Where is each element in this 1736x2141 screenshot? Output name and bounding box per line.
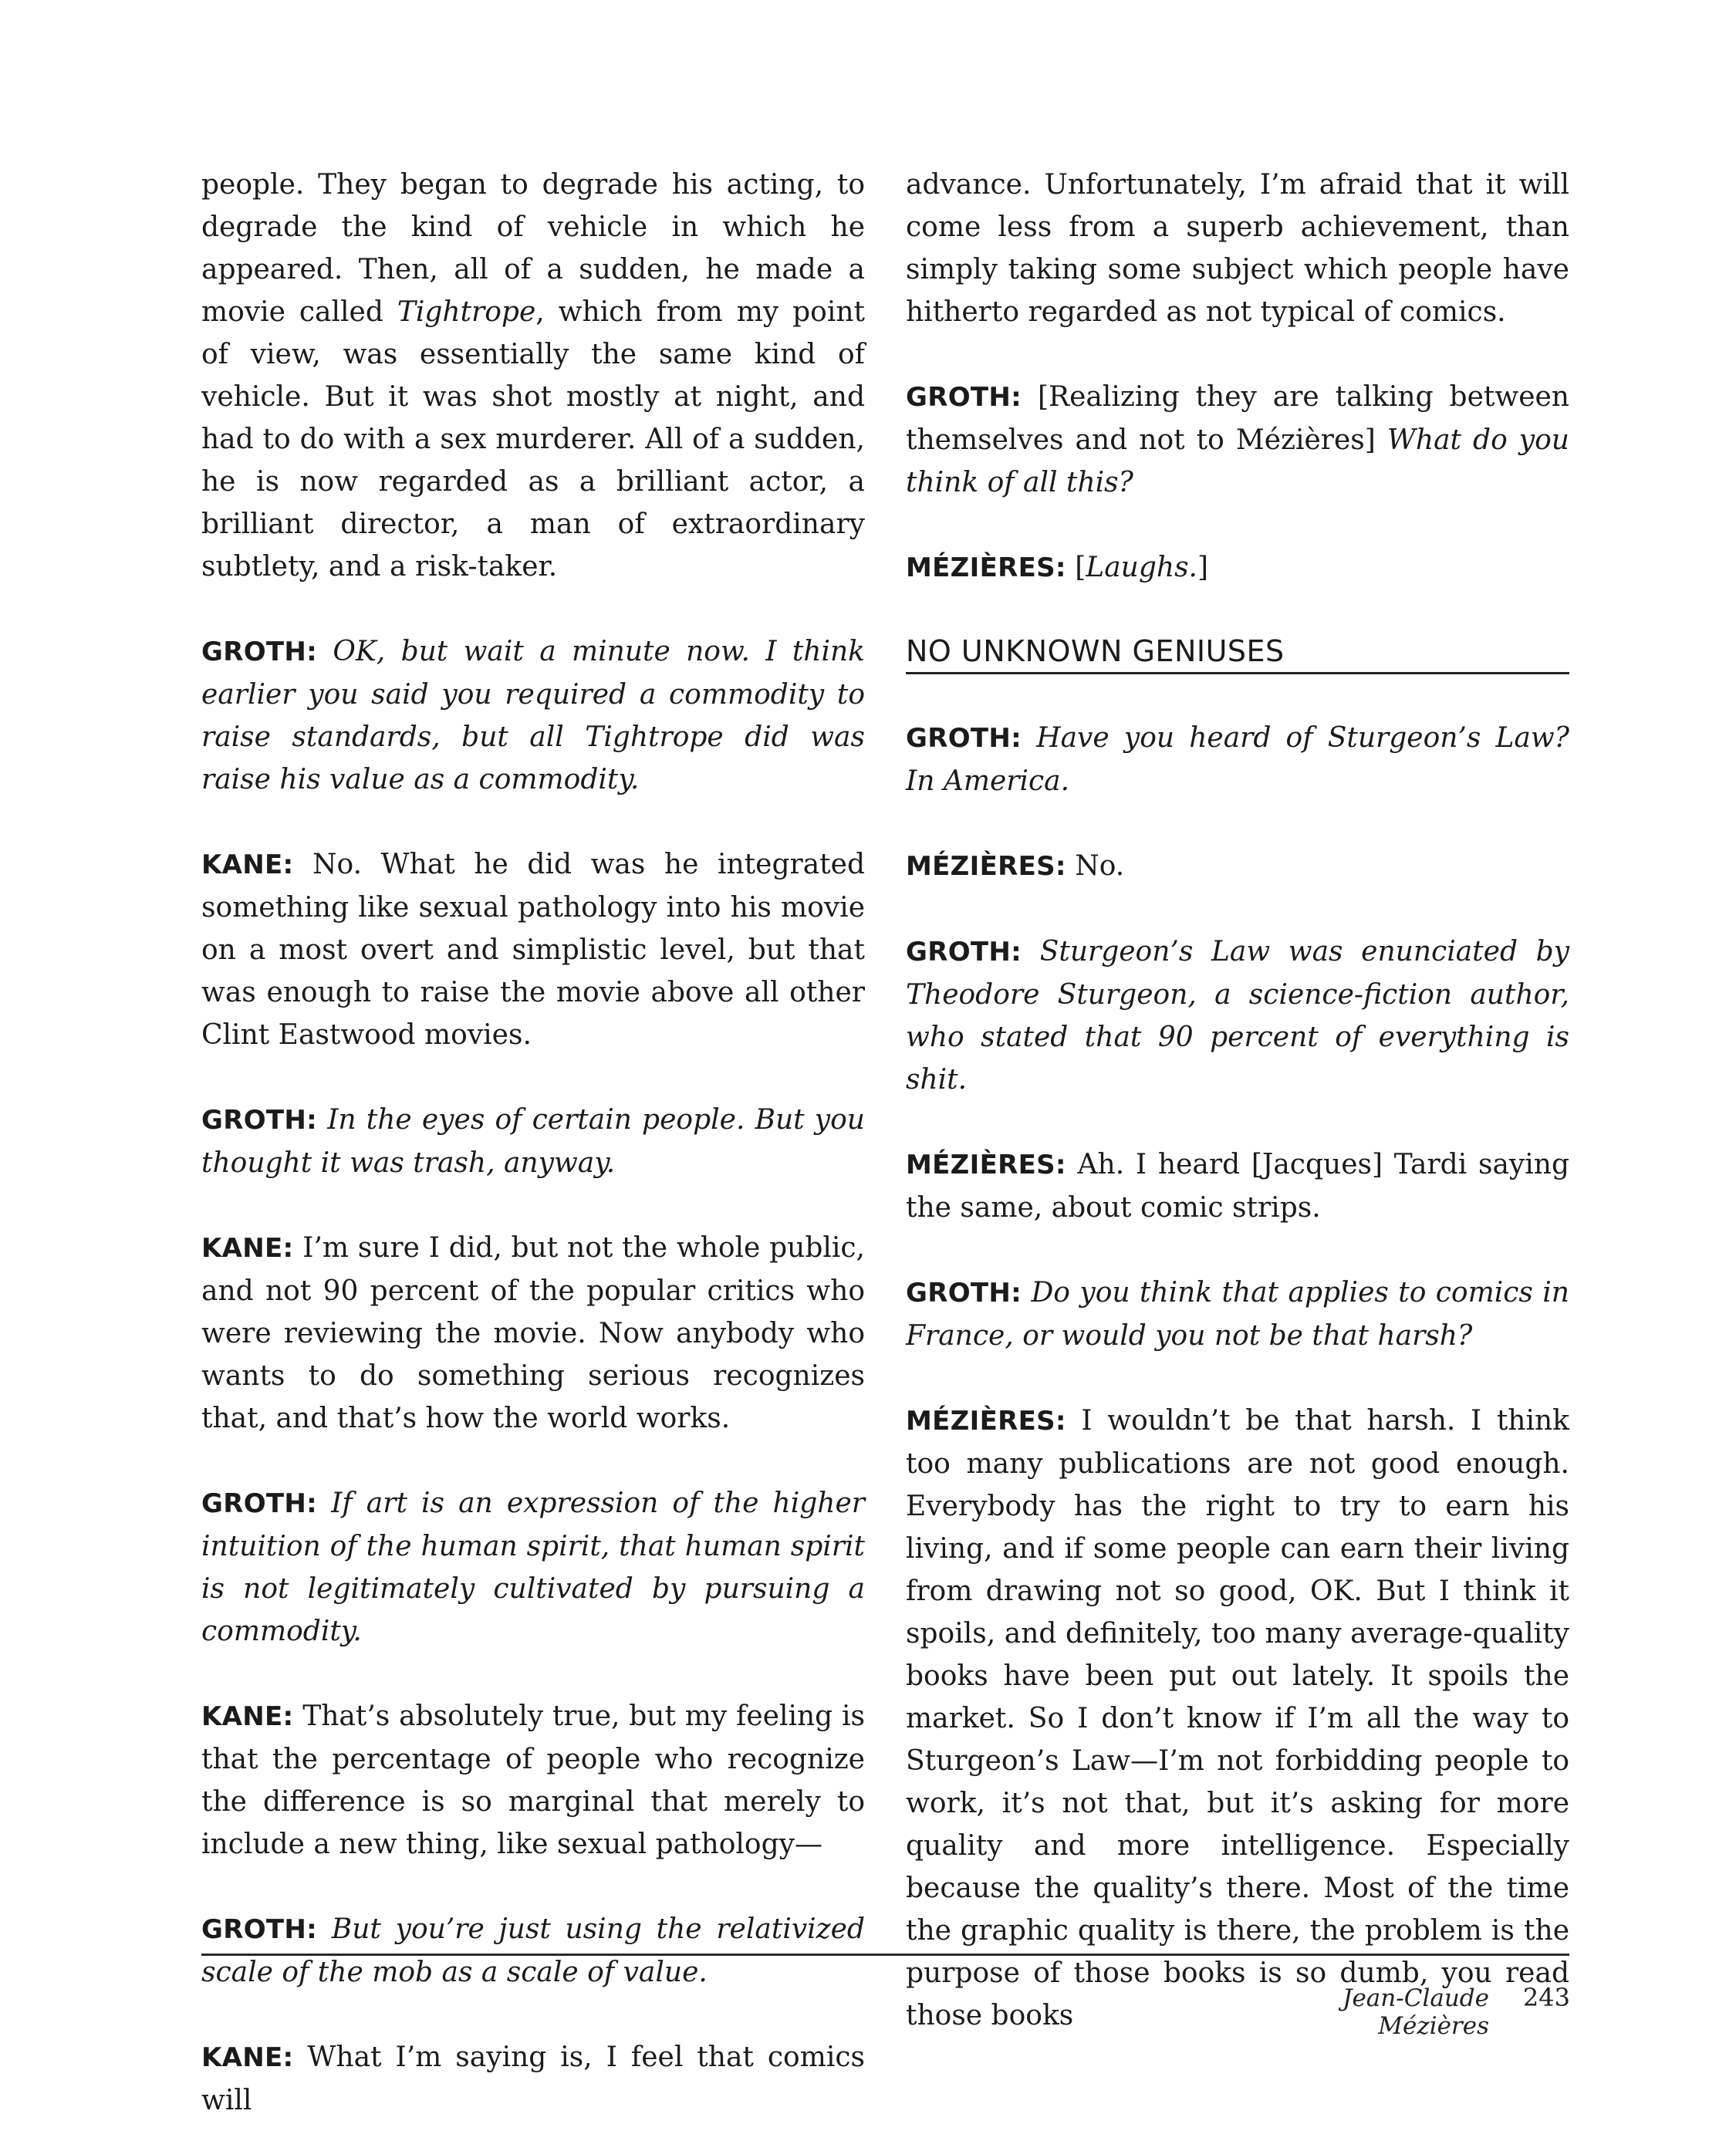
stage-direction: [Realizing they are talking between themselves and not to Mézières] [906,381,1569,456]
speaker-label: KANE: [201,1233,294,1264]
speaker-label: MÉZIÈRES: [906,1406,1066,1437]
left-column [201,164,865,2122]
interview-exchange [906,1400,1569,2037]
answer-text: No. What he did was he integrated something like sexual pathology into his movie on a most overt and simplistic level, but that was enough to raise the movie above all other Clint Eastwood movies. [201,849,865,1051]
speaker-label: GROTH: [906,1278,1022,1309]
interview-exchange [906,845,1569,888]
interview-exchange [906,1143,1569,1229]
interview-exchange [201,2036,865,2122]
speaker-label: GROTH: [201,1105,318,1136]
page-number: 243 [1522,1983,1570,2012]
speaker-label: MÉZIÈRES: [906,1150,1066,1180]
interview-exchange [906,930,1569,1101]
interview-exchange [906,1271,1569,1357]
speaker-label: KANE: [201,849,294,880]
question-text: But you’re just using the relativized scale of the mob as a scale of value. [201,1913,865,1988]
speaker-label: KANE: [201,1701,294,1732]
speaker-label: GROTH: [906,937,1022,968]
answer-text: I wouldn’t be that harsh. I think too many publications are not good enough. Everybody has the right to try to earn his living, and if some people can earn their living from drawing not so good, OK. But I think it spoils, and definitely, too many average-quality books have been put out lately. It spoils the market. So I don’t know if I’m all the way to Sturgeon’s Law—I’m not forbidding people to work, it’s not that, but it’s asking for more quality and more intelligence. Especially because the quality’s there. Most of the time the graphic quality is there, the problem is the purpose of those books is so dumb, you read those books [906,1405,1569,2031]
question-text: Have you heard of Sturgeon’s Law? In America. [906,722,1569,797]
answer-text: Ah. I heard [Jacques] Tardi saying the same, about comic strips. [906,1149,1569,1224]
question-text: OK, but wait a minute now. I think earlier you said you required a commodity to raise standards, but all Tightrope did was raise his value as a commodity. [201,636,865,795]
interview-exchange [201,843,865,1056]
interview-exchange [201,630,865,801]
question-text: What do you think of all this? [906,424,1569,498]
interview-exchange [201,1695,865,1866]
interview-exchange [201,1099,865,1184]
interview-exchange [201,1227,865,1440]
question-text: Do you think that applies to comics in France, or would you not be that harsh? [906,1277,1569,1352]
question-text: Sturgeon’s Law was enunciated by Theodore Sturgeon, a science-fiction author, who stated that 90 percent of everything is shit. [906,936,1569,1096]
interview-exchange: MÉZIÈRES: [Laughs.] [906,552,1209,583]
answer-text: What I’m saying is, I feel that comics will [201,2041,865,2116]
right-column [906,164,1569,2037]
running-footer-title: Jean-Claude Mézières [1343,1984,1489,2040]
interview-exchange [201,1908,865,1994]
speaker-label: GROTH: [201,1488,318,1519]
section-heading: NO UNKNOWN GENIUSES [906,632,1569,674]
stage-direction: Laughs. [1086,552,1197,583]
paragraph: advance. Unfortunately, I’m afraid that it will come less from a superb achievement, than simply taking some subject which people have hitherto regarded as not typical of comics. [906,169,1569,328]
question-text: In the eyes of certain people. But you thought it was trash, anyway. [201,1104,865,1179]
speaker-label: KANE: [201,2042,294,2073]
interview-exchange [201,1482,865,1653]
answer-text: That’s absolutely true, but my feeling is that the percentage of people who recognize the difference is so marginal that merely to include a new thing, like sexual pathology— [201,1700,865,1860]
speaker-label: MÉZIÈRES: [906,552,1066,583]
interview-exchange [906,376,1569,504]
answer-text: No. [1075,850,1125,882]
speaker-label: GROTH: [906,723,1022,754]
question-text: If art is an expression of the higher intuition of the human spirit, that human spirit is not legitimately cultivated by pursuing a commodity. [201,1488,865,1647]
film-title: Tightrope [397,296,536,328]
speaker-label: GROTH: [906,382,1022,413]
answer-text: I’m sure I did, but not the whole public, and not 90 percent of the popular critics who were reviewing the movie. Now anybody who wants to do something serious recognizes that, and that’s how the world works. [201,1232,865,1434]
speaker-label: MÉZIÈRES: [906,851,1066,882]
speaker-label: GROTH: [201,637,318,667]
paragraph: people. They began to degrade his acting, to degrade the kind of vehicle in which he appeared. Then, all of a sudden, he made a movie called Tightrope, which from my point of view, was essentially the same kind of vehicle. But it was shot mostly at night, and had to do with a sex murderer. All of a sudden, he is now regarded as a brilliant actor, a brilliant director, a man of extraordinary subtlety, and a risk-taker. [201,169,866,583]
interview-exchange [906,717,1569,802]
footer-divider [201,1954,1569,1956]
speaker-label: GROTH: [201,1914,318,1945]
